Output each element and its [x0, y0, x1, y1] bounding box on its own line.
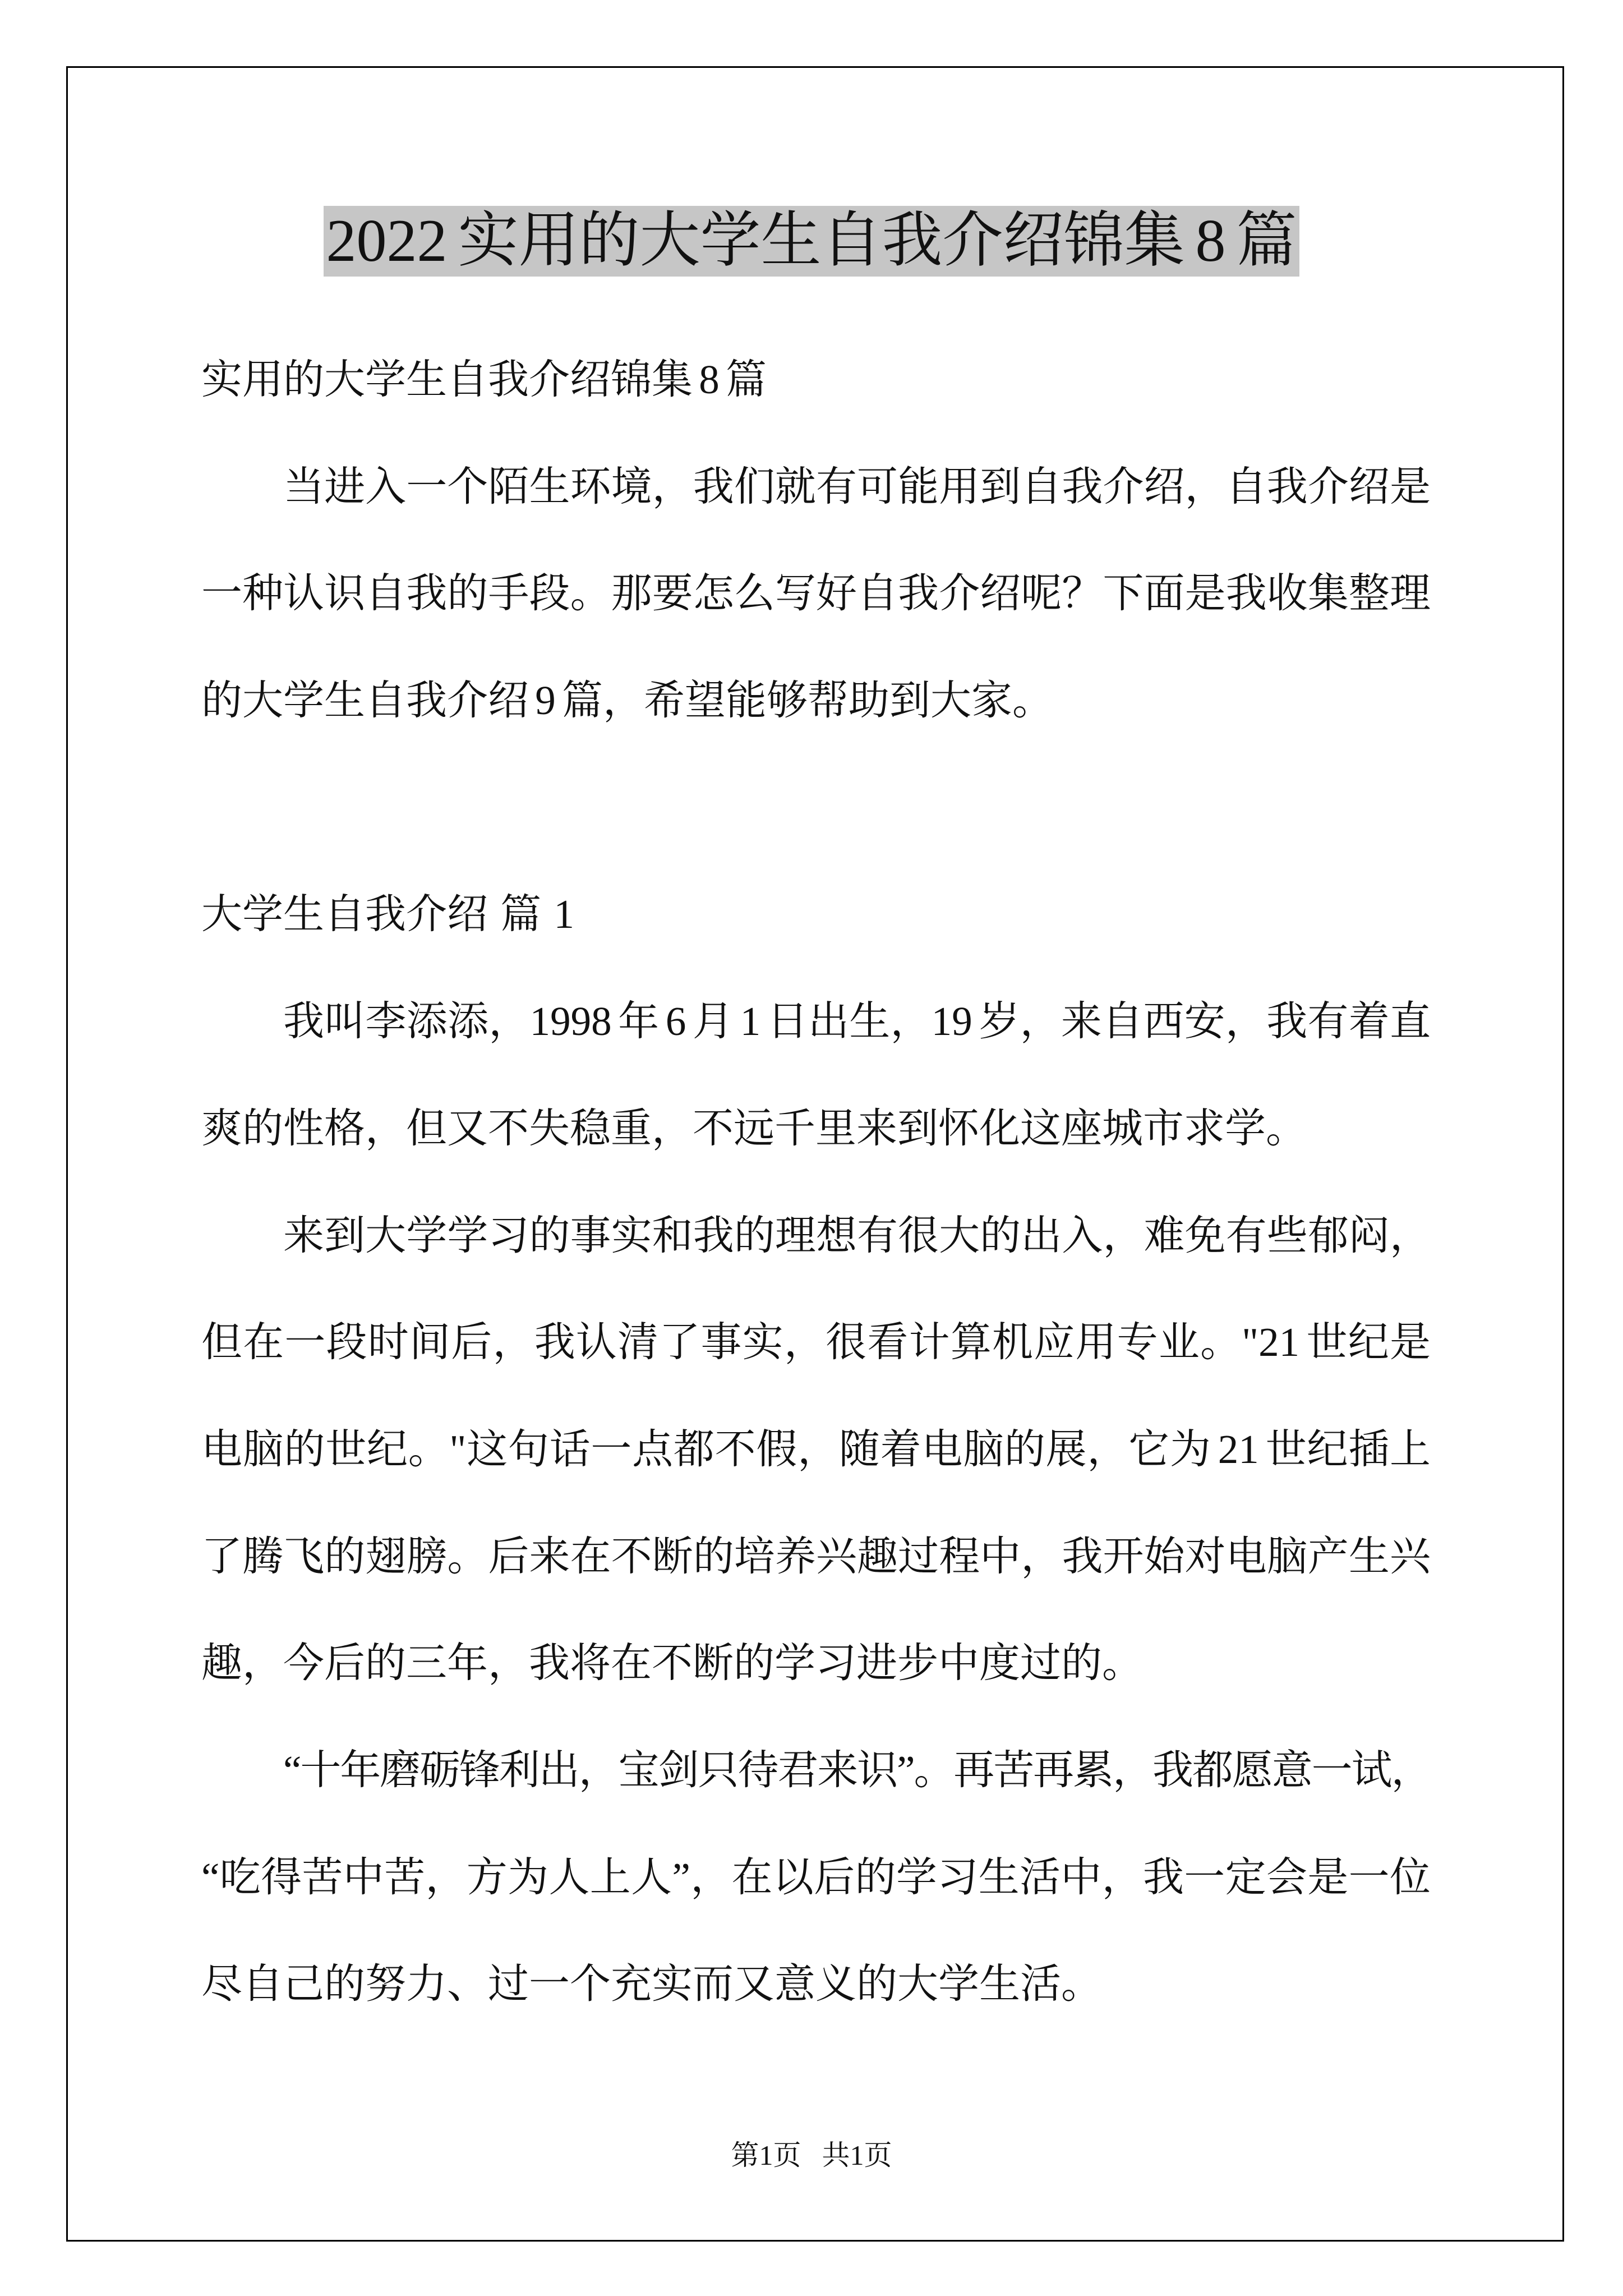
paragraph-line: 一种认识自我的手段。那要怎么写好自我介绍呢？下面是我收集整理	[201, 570, 1431, 616]
paragraph-line: “十年磨砺锋利出，宝剑只待君来识”。再苦再累，我都愿意一试，	[283, 1747, 1431, 1793]
section-paragraph	[201, 1717, 1431, 2038]
paragraph-line: 来到大学学习的事实和我的理想有很大的出入，难免有些郁闷，	[283, 1212, 1431, 1258]
intro-paragraph	[201, 434, 1431, 754]
paragraph-line: 但在一段时间后，我认清了事实，很看计算机应用专业。"21 世纪是	[201, 1319, 1431, 1365]
paragraph-line: 尽自己的努力、过一个充实而又意义的大学生活。	[201, 1961, 1102, 2007]
section-paragraph	[201, 1182, 1431, 1717]
title-container	[0, 206, 1623, 277]
paragraph-line: 了腾飞的翅膀。后来在不断的培养兴趣过程中，我开始对电脑产生兴	[201, 1533, 1431, 1579]
paragraph-line: 爽的性格，但又不失稳重，不远千里来到怀化这座城市求学。	[201, 1105, 1307, 1151]
paragraph-line: 电脑的世纪。"这句话一点都不假，随着电脑的展，它为 21 世纪插上	[201, 1426, 1431, 1472]
page-footer: 第1页 共1页	[731, 2139, 892, 2171]
section-paragraph	[201, 968, 1431, 1182]
paragraph-line: 趣，今后的三年，我将在不断的学习进步中度过的。	[201, 1640, 1143, 1686]
document-title: 2022 实用的大学生自我介绍锦集 8 篇	[324, 206, 1299, 277]
paragraph-line: 当进入一个陌生环境，我们就有可能用到自我介绍，自我介绍是	[283, 463, 1431, 509]
document-subtitle: 实用的大学生自我介绍锦集 8 篇	[201, 357, 767, 402]
paragraph-line: 的大学生自我介绍 9 篇，希望能够帮助到大家。	[201, 678, 1053, 724]
paragraph-line: 我叫李添添，1998 年 6 月 1 日出生，19 岁，来自西安，我有着直	[283, 999, 1431, 1045]
section-heading: 大学生自我介绍 篇 1	[201, 891, 574, 937]
paragraph-line: “吃得苦中苦，方为人上人”，在以后的学习生活中，我一定会是一位	[201, 1854, 1431, 1900]
blank-line	[201, 754, 1431, 862]
document-body	[201, 326, 1431, 2038]
